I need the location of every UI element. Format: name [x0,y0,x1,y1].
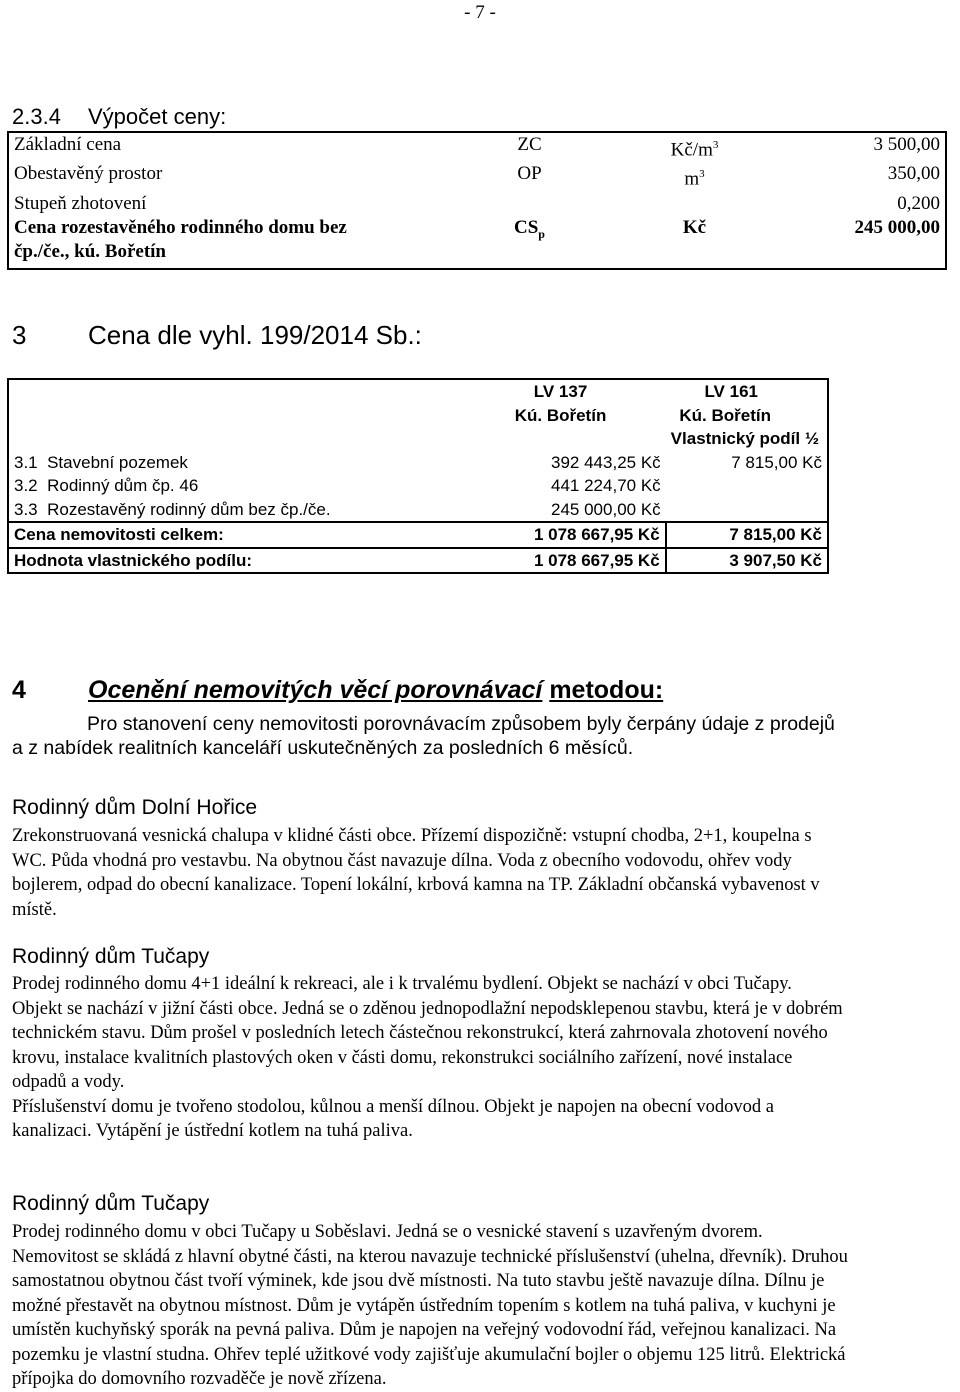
row-unit: $Kč/m^3$ [670,139,719,161]
table-row-total [8,548,828,574]
section-number: 4 [12,676,26,704]
col-b-header: LV 161 [704,382,758,401]
table-header-row [8,379,828,404]
total-label: Cena rozestavěného rodinného domu bez čp./če., kú. Bořetín [14,216,347,262]
section-4-intro: Pro stanovení ceny nemovitosti porovnávacím způsobem byly čerpány údaje z prodejů a z nabídek realitních kanceláří uskutečněných za posledních 6 měsíců. [12,713,835,759]
listing-title: Rodinný dům Tučapy [12,1192,210,1215]
row-label: Základní cena [14,134,122,155]
table-row [8,498,828,523]
row-symbol: OP [517,163,542,185]
row-symbol [447,192,612,216]
row-unit [612,192,777,216]
row-label: Stupeň zhotovení [14,192,147,214]
section-number: 2.3.4 [12,104,61,129]
listing-description: Prodej rodinného domu v obci Tučapy u Soběslavi. Jedná se o vesnické stavení s uzavřeným dvorem. Nemovitost se skládá z hlavní obytné části, na kterou navazuje technické příslušenství (uhelna, dřevník). Druhou samostatnou obytnou část tvoří výminek, kde jsou dvě místnosti. Na tuto stavbu ještě navazuje dílna. Dílnu je možné přestavět na obytnou místnost. Dům je vytápěn ústředním topením s kotlem na tuhá paliva, v kuchyni je umístěn kuchyňský sporák na pevná paliva. Dům je napojen na veřejný vodovodní řád, veřejnou kanalizaci. Na pozemku je vlastní studna. Ohřev teplé užitkové vody zajišťuje akumulační bojler o objemu 125 litrů. Elektrická přípojka do domovního rozvaděče je nově zřízena. [12,1222,848,1389]
total-value-a: 1 078 667,95 Kč [400,522,665,548]
row-value: 350,00 [887,163,940,185]
table-header-row [8,404,828,428]
table-row [8,132,946,162]
row-value-a: 392 443,25 Kč [551,452,661,472]
table-row [8,162,946,191]
total-value-a: 1 078 667,95 Kč [400,548,665,574]
listing-description: Prodej rodinného domu 4+1 ideální k rekreaci, ale i k trvalému bydlení. Objekt se nachází v obci Tučapy. Objekt se nachází v jižní části obce. Jedná se o zděnou jednopodlažní nepodsklepenou stavbu, která je v dobrém technickém stavu. Dům prošel v posledních letech částečnou rekonstrukcí, která zahrnovala zhotovení nového krovu, instalace kvalitních plastových oken v části domu, rekonstrukci sociálního zařízení, nové instalace odpadů a vody. Příslušenství domu je tvořeno stodolou, kůlnou a menší dílnou. Objekt je napojen na obecní vodovod a kanalizaci. Vytápění je ústřední kotlem na tuhá paliva. [12,974,843,1141]
row-label: 3.3 Rozestavěný rodinný dům bez čp./če. [14,499,331,519]
section-title-plain: metodou: [549,676,664,704]
price-calculation-table [7,131,947,270]
table-row [8,451,828,475]
listing-title: Rodinný dům Tučapy [12,945,210,968]
section-heading-3 [12,320,422,351]
total-label: Hodnota vlastnického podílu: [8,548,400,574]
row-label: Obestavěný prostor [14,163,163,185]
row-value: 3 500,00 [873,134,940,155]
row-value-b [666,474,828,498]
table-row-total [8,216,946,269]
row-label: 3.1 Stavební pozemek [14,452,188,472]
section-title: Výpočet ceny: [88,104,227,129]
valuation-table [7,378,829,574]
table-row-total [8,522,828,548]
table-row [8,192,946,216]
row-value-a: 441 224,70 Kč [551,476,661,495]
table-header-row [8,427,828,451]
total-label: Cena nemovitosti celkem: [8,522,400,548]
total-symbol: $CS_p$ [514,216,545,241]
row-label: 3.2 Rodinný dům čp. 46 [14,476,199,495]
row-symbol: ZC [517,134,542,155]
row-value-a: 245 000,00 Kč [551,499,661,519]
total-value-b: 3 907,50 Kč [666,548,828,574]
section-title-italic: Ocenění nemovitých věcí porovnávací [88,676,543,704]
row-unit: $m^3$ [684,168,705,190]
col-a-header-sub: Kú. Bořetín [514,405,607,425]
page-number: - 7 - [464,2,496,23]
col-b-header-share: Vlastnický podíl ½ [670,429,819,448]
row-value-b: 7 815,00 Kč [731,452,822,472]
table-row [8,474,828,498]
total-unit: Kč [682,216,707,238]
total-value-b: 7 815,00 Kč [666,522,828,548]
section-heading-2-3-4 [12,104,226,130]
col-a-header: LV 137 [533,382,588,401]
section-heading-4 [12,676,663,705]
col-b-header-sub: Kú. Bořetín [679,405,771,425]
row-value: 0,200 [897,192,940,214]
listing-description: Zrekonstruovaná vesnická chalupa v klidné části obce. Přízemí dispozičně: vstupní chodba, 2+1, koupelna s WC. Půda vhodná pro vestavbu. Na obytnou část navazuje dílna. Voda z obecního vodovodu, ohřev vody bojlerem, odpad do obecní kanalizace. Topení lokální, krbová kamna na TP. Základní občanská vybavenost v místě. [12,826,820,920]
total-value: 245 000,00 [854,216,940,238]
row-value-b [666,498,828,523]
section-title: Cena dle vyhl. 199/2014 Sb.: [88,320,422,350]
listing-title: Rodinný dům Dolní Hořice [12,796,258,819]
section-number: 3 [12,320,27,350]
